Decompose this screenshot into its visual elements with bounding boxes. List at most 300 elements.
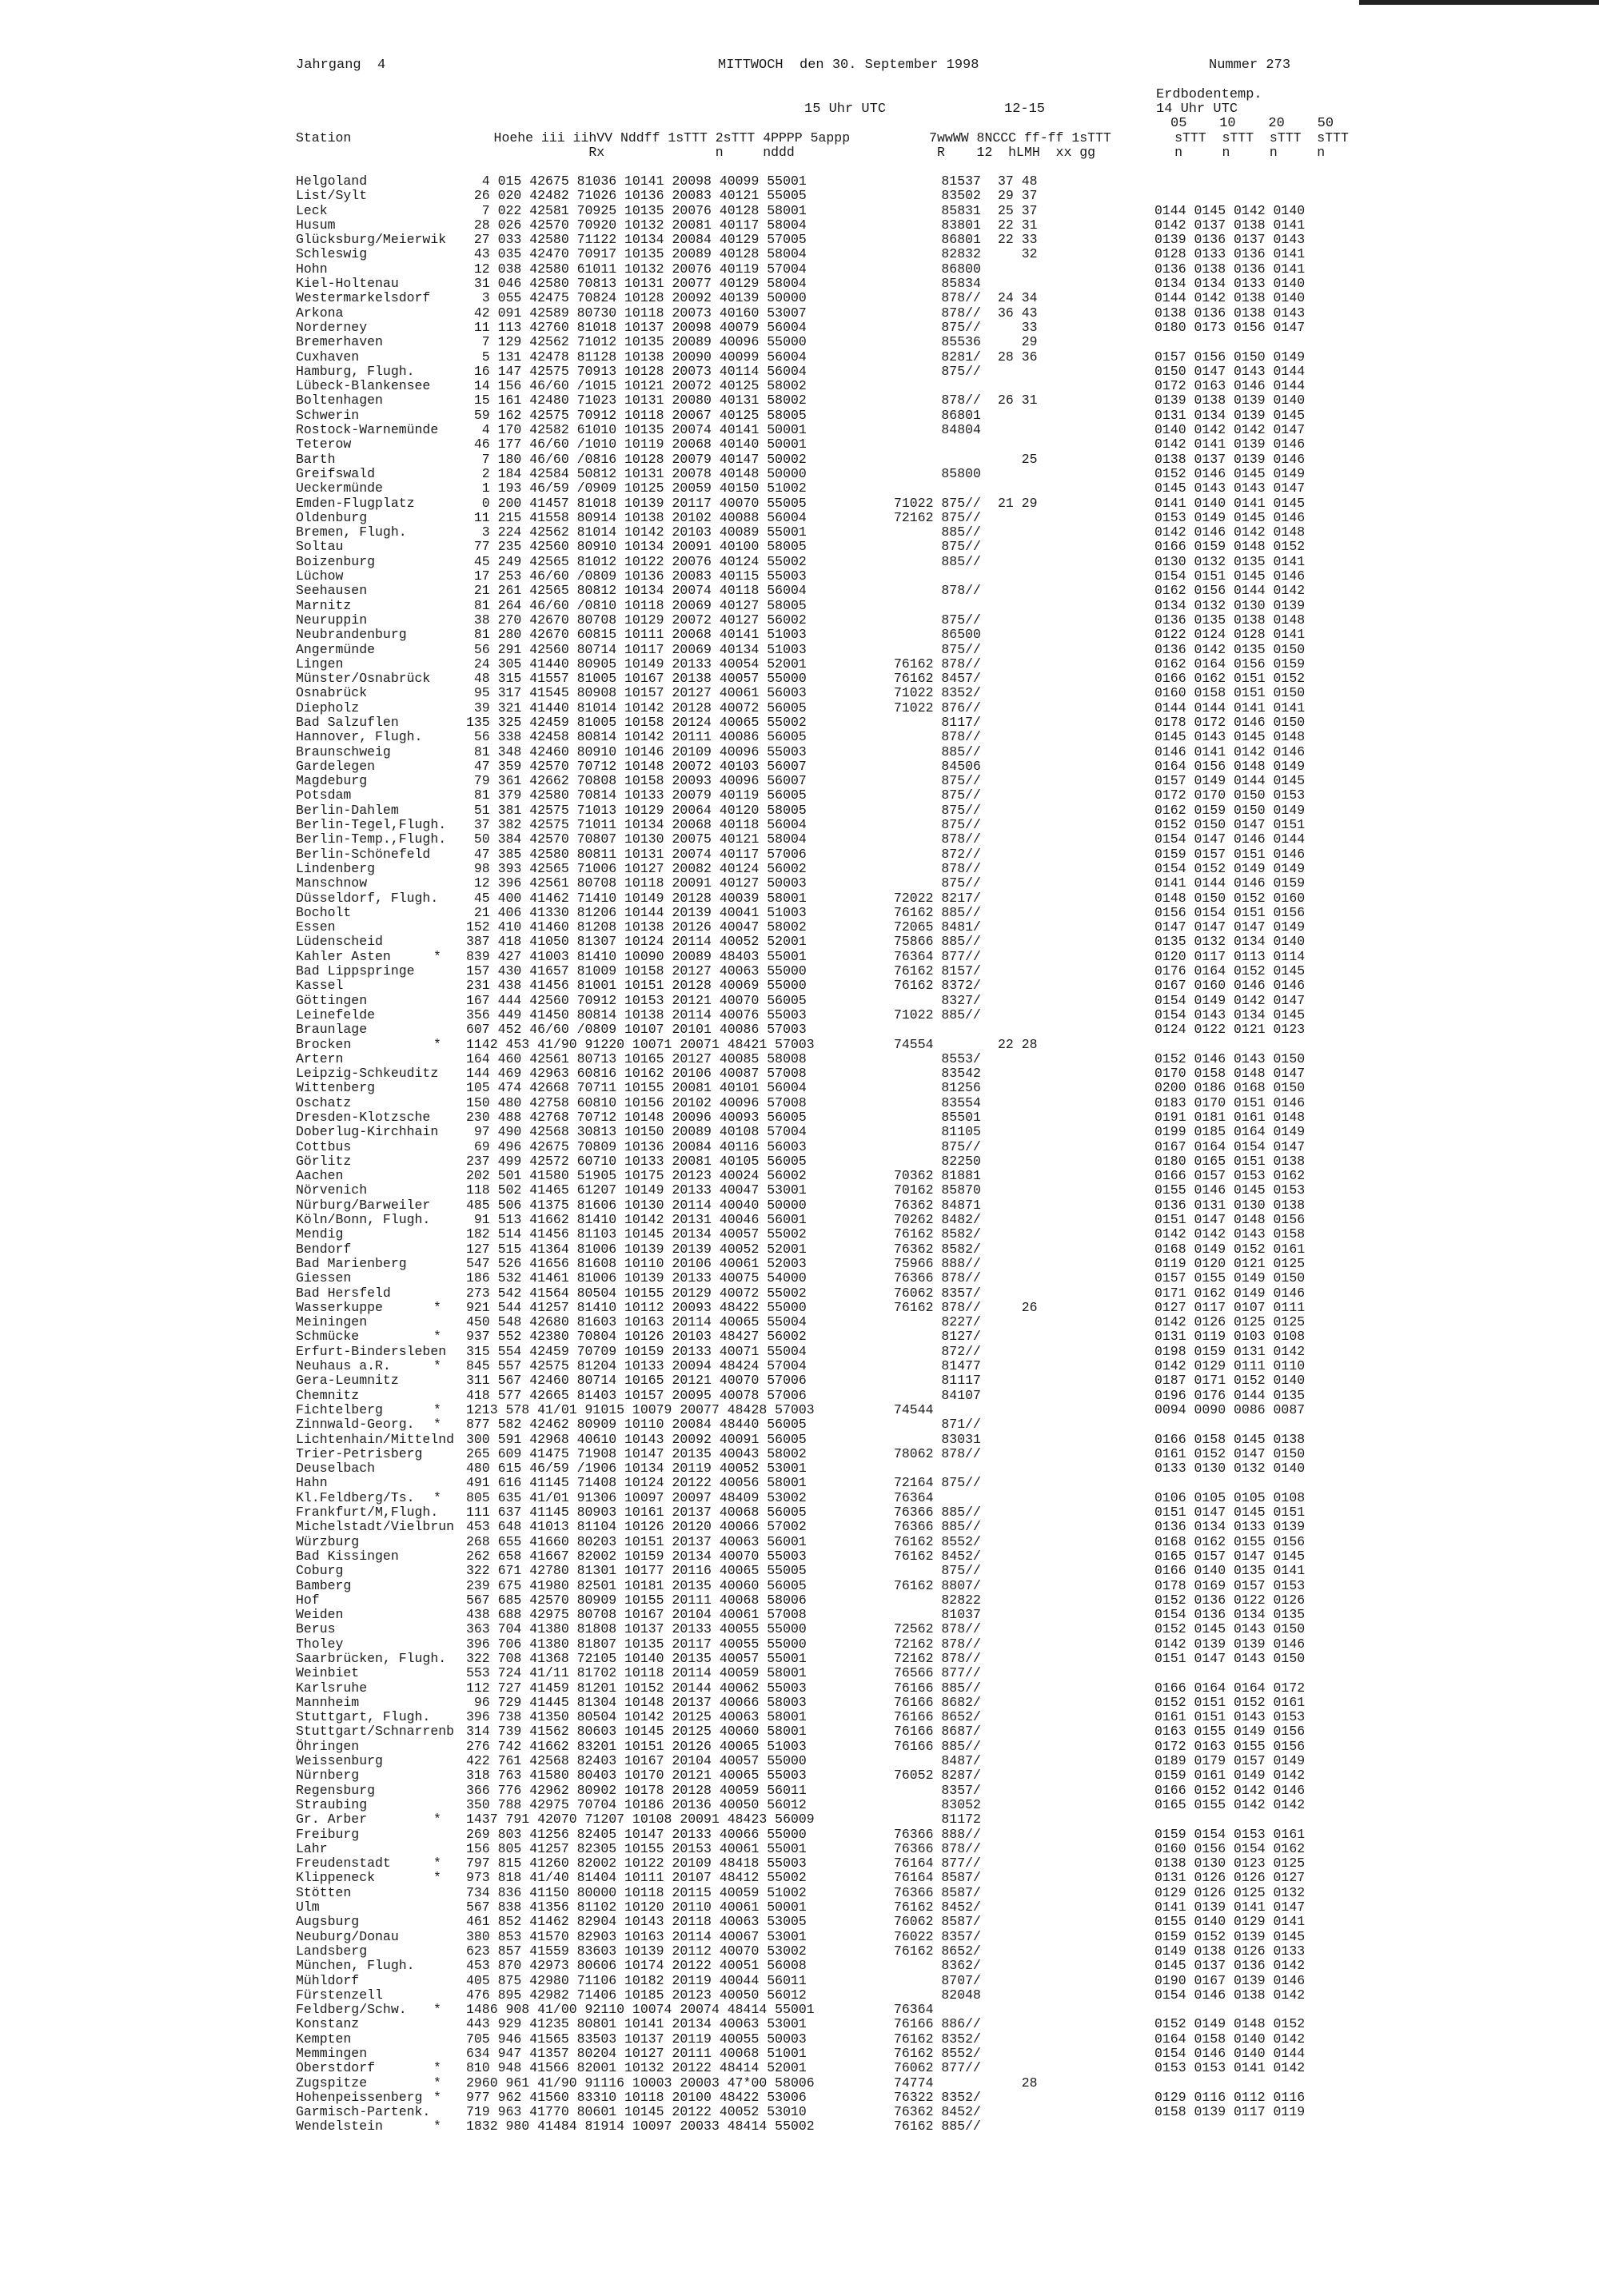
synop-groups: 76062 8357/: [894, 1285, 981, 1301]
station-name: Lindenberg: [296, 860, 376, 876]
soil-temperatures: 0142 0129 0111 0110: [1154, 1358, 1306, 1374]
station-name: Essen: [296, 919, 336, 935]
soil-temperatures: 0141 0139 0141 0147: [1154, 1899, 1306, 1915]
station-name: Bad Kissingen: [296, 1548, 399, 1564]
observation-groups: 45 400 41462 71410 10149 20128 40039 58001: [466, 890, 807, 906]
synop-groups: 76366 8587/: [894, 1884, 981, 1900]
soil-temperatures: 0128 0133 0136 0141: [1154, 246, 1306, 262]
station-name: Klippeneck: [296, 1870, 376, 1886]
station-name: Lahr: [296, 1840, 328, 1856]
synop-groups: 76162 8457/: [894, 671, 981, 687]
soil-temperatures: 0163 0155 0149 0156: [1154, 1724, 1306, 1740]
station-name: Regensburg: [296, 1782, 376, 1798]
soil-temperatures: 0119 0120 0121 0125: [1154, 1255, 1306, 1271]
soil-temperatures: 0152 0150 0147 0151: [1154, 817, 1306, 833]
synop-groups: 72164 875//: [894, 1475, 981, 1491]
station-name: Kahler Asten: [296, 948, 391, 964]
soil-temperatures: 0172 0163 0146 0144: [1154, 378, 1306, 394]
synop-groups: 76166 886//: [894, 2016, 981, 2032]
synop-groups: 878//: [894, 305, 981, 321]
soil-temperatures: 0178 0172 0146 0150: [1154, 714, 1306, 730]
observation-groups: 37 382 42575 71011 10134 20068 40118 56004: [466, 817, 807, 833]
station-name: Artern: [296, 1050, 344, 1066]
soil-temperatures: 0151 0147 0143 0150: [1154, 1650, 1306, 1666]
wind-gust-groups: 28: [998, 2075, 1038, 2091]
soil-temperatures: 0146 0141 0142 0146: [1154, 743, 1306, 759]
synop-groups: 885//: [894, 553, 981, 569]
station-name: Fürstenzell: [296, 1987, 383, 2003]
observation-groups: 51 381 42575 71013 10129 20064 40120 58005: [466, 802, 807, 818]
station-name: Berlin-Schönefeld: [296, 846, 431, 862]
observation-groups: 273 542 41564 80504 10155 20129 40072 55002: [466, 1285, 807, 1301]
station-name: Berus: [296, 1621, 336, 1637]
station-name: Rostock-Warnemünde: [296, 422, 439, 438]
soil-temperatures: 0165 0157 0147 0145: [1154, 1548, 1306, 1564]
synop-groups: 878//: [894, 290, 981, 306]
soil-temperatures: 0180 0165 0151 0138: [1154, 1153, 1306, 1169]
station-name: Zugspitze: [296, 2075, 368, 2091]
station-name: Lichtenhain/Mittelnd: [296, 1431, 455, 1447]
synop-groups: 81477: [894, 1358, 981, 1374]
soil-temperatures: 0198 0159 0131 0142: [1154, 1343, 1306, 1359]
observation-groups: 150 480 42758 60810 10156 20102 40096 57008: [466, 1094, 807, 1110]
soil-temperatures: 0136 0138 0136 0141: [1154, 261, 1306, 277]
synop-groups: 76364 877//: [894, 948, 981, 964]
station-name: Oschatz: [296, 1094, 352, 1110]
observation-groups: 135 325 42459 81005 10158 20124 40065 55002: [466, 714, 807, 730]
soil-temperatures: 0145 0143 0143 0147: [1154, 480, 1306, 496]
soil-temperatures: 0142 0139 0139 0146: [1154, 1636, 1306, 1652]
synop-groups: 878//: [894, 860, 981, 876]
column-header-line-1: Station Hoehe iii iihVV Nddff 1sTTT 2sTTT 4PPPP 5appp 7wwWW 8NCCC ff-ff 1sTTT sTTT sTTT sTTT sTTT: [296, 130, 1349, 145]
soil-temperatures: 0144 0142 0138 0140: [1154, 290, 1306, 306]
synop-groups: 875//: [894, 612, 981, 628]
station-name: Westermarkelsdorf: [296, 290, 431, 306]
soil-temperatures: 0154 0143 0134 0145: [1154, 1006, 1306, 1022]
observation-groups: 239 675 41980 82501 10181 20135 40060 56005: [466, 1577, 807, 1593]
synop-groups: 81537: [894, 173, 981, 189]
synop-groups: 72562 878//: [894, 1621, 981, 1637]
observation-groups: 24 305 41440 80905 10149 20133 40054 52001: [466, 656, 807, 672]
station-name: Lübeck-Blankensee: [296, 378, 431, 394]
observation-groups: 27 033 42580 71122 10134 20084 40129 57005: [466, 232, 807, 248]
station-name: Saarbrücken, Flugh.: [296, 1650, 447, 1666]
observation-groups: 797 815 41260 82002 10122 20109 48418 55003: [466, 1856, 807, 1871]
observation-groups: 21 261 42565 80812 10134 20074 40118 56004: [466, 583, 807, 599]
observation-groups: 156 805 41257 82305 10155 20153 40061 55001: [466, 1840, 807, 1856]
station-name: Stuttgart/Schnarrenb: [296, 1724, 455, 1740]
station-name: Mendig: [296, 1226, 344, 1242]
observation-groups: 262 658 41667 82002 10159 20134 40070 55003: [466, 1548, 807, 1564]
observation-groups: 318 763 41580 80403 10170 20121 40065 55003: [466, 1768, 807, 1784]
observation-groups: 387 418 41050 81307 10124 20114 40052 52001: [466, 934, 807, 950]
soil-temperatures: 0134 0132 0130 0139: [1154, 597, 1306, 613]
observation-groups: 461 852 41462 82904 10143 20118 40063 53005: [466, 1914, 807, 1930]
synop-groups: 8117/: [894, 714, 981, 730]
observation-groups: 3 224 42562 81014 10142 20103 40089 55001: [466, 524, 807, 540]
synop-groups: 8357/: [894, 1782, 981, 1798]
soil-temperatures: 0166 0140 0135 0141: [1154, 1563, 1306, 1579]
observation-groups: 396 706 41380 81807 10135 20117 40055 55000: [466, 1636, 807, 1652]
synop-groups: 871//: [894, 1417, 981, 1433]
station-name: Karlsruhe: [296, 1680, 368, 1696]
observation-groups: 12 038 42580 61011 10132 20076 40119 57004: [466, 261, 807, 277]
synop-groups: 8281/: [894, 349, 981, 365]
synop-groups: 83801: [894, 217, 981, 233]
synop-groups: 85800: [894, 465, 981, 481]
synop-groups: 76162 878//: [894, 1299, 981, 1315]
station-name: Teterow: [296, 436, 352, 452]
observation-groups: 311 567 42460 80714 10165 20121 40070 57006: [466, 1373, 807, 1389]
synop-groups: 76566 877//: [894, 1665, 981, 1681]
station-name: Lüdenscheid: [296, 934, 383, 950]
soil-temperatures: 0162 0164 0156 0159: [1154, 656, 1306, 672]
observation-groups: 453 870 42973 80606 10174 20122 40051 56008: [466, 1958, 807, 1974]
soil-temperatures: 0189 0179 0157 0149: [1154, 1753, 1306, 1769]
synop-groups: 76052 8287/: [894, 1768, 981, 1784]
station-name: Zinnwald-Georg.: [296, 1417, 415, 1433]
observation-groups: 16 147 42575 70913 10128 20073 40114 56004: [466, 363, 807, 379]
soil-temperatures: 0157 0149 0144 0145: [1154, 773, 1306, 789]
station-name: Wasserkuppe: [296, 1299, 383, 1315]
observation-groups: 405 875 42980 71106 10182 20119 40044 56011: [466, 1972, 807, 1988]
synop-groups: 878//: [894, 393, 981, 409]
observation-groups: 567 685 42570 80909 10155 20111 40068 58006: [466, 1592, 807, 1608]
mountain-marker: *: [433, 948, 441, 964]
soil-temperatures: 0136 0142 0135 0150: [1154, 641, 1306, 657]
observation-groups: 0 200 41457 81018 10139 20117 40070 55005: [466, 495, 807, 511]
mountain-marker: *: [433, 1870, 441, 1886]
observation-groups: 973 818 41/40 81404 10111 20107 48412 55002: [466, 1870, 807, 1886]
mountain-marker: *: [433, 1489, 441, 1505]
soil-temperatures: 0162 0156 0144 0142: [1154, 583, 1306, 599]
synop-groups: 76166 8687/: [894, 1724, 981, 1740]
station-name: Erfurt-Bindersleben: [296, 1343, 447, 1359]
soil-temperatures: 0144 0144 0141 0141: [1154, 700, 1306, 716]
soil-temperatures: 0151 0147 0148 0156: [1154, 1212, 1306, 1228]
observation-groups: 350 788 42975 70704 10186 20136 40050 56012: [466, 1796, 807, 1812]
mountain-marker: *: [433, 1812, 441, 1828]
synop-groups: 82822: [894, 1592, 981, 1608]
station-name: Deuselbach: [296, 1461, 376, 1477]
synop-groups: 76366 888//: [894, 1826, 981, 1842]
station-name: Ueckermünde: [296, 480, 383, 496]
observation-groups: 845 557 42575 81204 10133 20094 48424 57004: [466, 1358, 807, 1374]
soil-temperatures: 0141 0144 0146 0159: [1154, 875, 1306, 891]
observation-groups: 450 548 42680 81603 10163 20114 40065 55004: [466, 1314, 807, 1330]
synop-groups: 81256: [894, 1080, 981, 1096]
station-name: Stuttgart, Flugh.: [296, 1709, 431, 1725]
observation-groups: 112 727 41459 81201 10152 20144 40062 55003: [466, 1680, 807, 1696]
synop-groups: 82048: [894, 1987, 981, 2003]
station-name: Braunschweig: [296, 743, 391, 759]
observation-groups: 877 582 42462 80909 10110 20084 48440 56005: [466, 1417, 807, 1433]
soil-temperatures: 0142 0126 0125 0125: [1154, 1314, 1306, 1330]
wind-gust-groups: 28 36: [998, 349, 1038, 365]
soil-temperatures: 0154 0152 0149 0149: [1154, 860, 1306, 876]
soil-temperatures: 0164 0158 0140 0142: [1154, 2031, 1306, 2047]
station-name: Kassel: [296, 978, 344, 994]
soil-temperatures: 0172 0163 0155 0156: [1154, 1738, 1306, 1754]
soil-temperatures: 0152 0149 0148 0152: [1154, 2016, 1306, 2032]
observation-groups: 322 671 42780 81301 10177 20116 40065 55005: [466, 1563, 807, 1579]
synop-groups: 76366 885//: [894, 1519, 981, 1535]
soil-temperatures: 0131 0126 0126 0127: [1154, 1870, 1306, 1886]
time-15-utc: 15 Uhr UTC: [804, 102, 887, 117]
station-name: Aachen: [296, 1168, 344, 1184]
soil-temperatures: 0138 0136 0138 0143: [1154, 305, 1306, 321]
scan-edge-bar: [1359, 0, 1599, 5]
observation-groups: 810 948 41566 82001 10132 20122 48414 52001: [466, 2060, 807, 2076]
synop-groups: 872//: [894, 1343, 981, 1359]
mountain-marker: *: [433, 1401, 441, 1417]
soil-temperatures: 0168 0162 0155 0156: [1154, 1533, 1306, 1549]
synop-groups: 875//: [894, 875, 981, 891]
observation-groups: 491 616 41145 71408 10124 20122 40056 58001: [466, 1475, 807, 1491]
mountain-marker: *: [433, 1299, 441, 1315]
observation-groups: 2 184 42584 50812 10131 20078 40148 50000: [466, 465, 807, 481]
synop-groups: 875//: [894, 539, 981, 555]
wind-gust-groups: 26 31: [998, 393, 1038, 409]
station-name: Gr. Arber: [296, 1812, 368, 1828]
station-name: Freudenstadt: [296, 1856, 391, 1871]
synop-groups: 8553/: [894, 1050, 981, 1066]
observation-groups: 480 615 46/59 /1906 10134 20119 40052 53001: [466, 1461, 807, 1477]
mountain-marker: *: [433, 2089, 441, 2105]
station-name: Gardelegen: [296, 758, 376, 774]
observation-groups: 276 742 41662 83201 10151 20126 40065 51003: [466, 1738, 807, 1754]
observation-groups: 69 496 42675 70809 10136 20084 40116 56003: [466, 1138, 807, 1154]
wind-gust-groups: 26: [998, 1299, 1038, 1315]
observation-groups: 719 963 41770 80601 10145 20122 40052 53010: [466, 2104, 807, 2120]
station-name: Nürnberg: [296, 1768, 360, 1784]
synop-groups: 86500: [894, 627, 981, 643]
synop-groups: 72162 878//: [894, 1650, 981, 1666]
soil-temperatures: 0124 0122 0121 0123: [1154, 1022, 1306, 1038]
station-name: Glücksburg/Meierwik: [296, 232, 447, 248]
station-name: Weissenburg: [296, 1753, 383, 1769]
synop-groups: 8362/: [894, 1958, 981, 1974]
observation-groups: 356 449 41450 80814 10138 20114 40076 55003: [466, 1006, 807, 1022]
wind-gust-groups: 33: [998, 319, 1038, 335]
station-name: Bocholt: [296, 904, 352, 920]
station-name: Bremen, Flugh.: [296, 524, 407, 540]
wind-gust-groups: 25 37: [998, 202, 1038, 218]
soil-temperatures: 0161 0152 0147 0150: [1154, 1445, 1306, 1461]
observation-groups: 11 113 42760 81018 10137 20098 40079 56004: [466, 319, 807, 335]
synop-groups: 85536: [894, 334, 981, 350]
station-name: Nürburg/Barweiler: [296, 1197, 431, 1213]
synop-groups: 86800: [894, 261, 981, 277]
synop-groups: 76366 878//: [894, 1270, 981, 1286]
synop-groups: 8227/: [894, 1314, 981, 1330]
observation-groups: 39 321 41440 81014 10142 20128 40072 56005: [466, 700, 807, 716]
soil-temperatures: 0154 0146 0138 0142: [1154, 1987, 1306, 2003]
synop-groups: 878//: [894, 729, 981, 745]
station-name: Ulm: [296, 1899, 320, 1915]
station-name: Schwerin: [296, 407, 360, 423]
station-name: Hamburg, Flugh.: [296, 363, 415, 379]
station-name: Diepholz: [296, 700, 360, 716]
soil-temperatures: 0138 0130 0123 0125: [1154, 1856, 1306, 1871]
station-name: Hahn: [296, 1475, 328, 1491]
station-name: Meiningen: [296, 1314, 368, 1330]
soil-temperatures: 0127 0117 0107 0111: [1154, 1299, 1306, 1315]
synop-groups: 84107: [894, 1387, 981, 1403]
synop-groups: 872//: [894, 846, 981, 862]
wind-gust-groups: 21 29: [998, 495, 1038, 511]
synop-groups: 76366 878//: [894, 1840, 981, 1856]
observation-groups: 56 338 42458 80814 10142 20111 40086 56005: [466, 729, 807, 745]
station-name: Schmücke: [296, 1329, 360, 1345]
synop-groups: 76164 8587/: [894, 1870, 981, 1886]
observation-groups: 315 554 42459 70709 10159 20133 40071 55004: [466, 1343, 807, 1359]
synop-groups: 76062 877//: [894, 2060, 981, 2076]
soil-temperatures: 0159 0152 0139 0145: [1154, 1928, 1306, 1944]
soil-temperatures: 0131 0119 0103 0108: [1154, 1329, 1306, 1345]
synop-groups: 78062 878//: [894, 1445, 981, 1461]
synop-groups: 875//: [894, 1563, 981, 1579]
observation-groups: 567 838 41356 81102 10120 20110 40061 50001: [466, 1899, 807, 1915]
observation-groups: 97 490 42568 30813 10150 20089 40108 57004: [466, 1124, 807, 1140]
synop-groups: 76362 84871: [894, 1197, 981, 1213]
observation-groups: 3 055 42475 70824 10128 20092 40139 50000: [466, 290, 807, 306]
station-name: Augsburg: [296, 1914, 360, 1930]
synop-groups: 76362 8582/: [894, 1241, 981, 1257]
synop-groups: 71022 8352/: [894, 685, 981, 701]
observation-groups: 118 502 41465 61207 10149 20133 40047 53001: [466, 1182, 807, 1198]
synop-groups: 875//: [894, 817, 981, 833]
station-name: Bremerhaven: [296, 334, 383, 350]
observation-groups: 56 291 42560 80714 10117 20069 40134 51003: [466, 641, 807, 657]
synop-groups: 82250: [894, 1153, 981, 1169]
observation-groups: 96 729 41445 81304 10148 20137 40066 58003: [466, 1694, 807, 1710]
observation-groups: 28 026 42570 70920 10132 20081 40117 58004: [466, 217, 807, 233]
observation-groups: 443 929 41235 80801 10141 20134 40063 53001: [466, 2016, 807, 2032]
station-name: Düsseldorf, Flugh.: [296, 890, 439, 906]
observation-groups: 50 384 42570 70807 10130 20075 40121 58004: [466, 831, 807, 847]
soil-temperatures: 0166 0157 0153 0162: [1154, 1168, 1306, 1184]
soil-temperatures: 0167 0164 0154 0147: [1154, 1138, 1306, 1154]
observation-groups: 17 253 46/60 /0809 10136 20083 40115 55003: [466, 568, 807, 584]
synop-groups: 76366 885//: [894, 1505, 981, 1521]
synop-groups: 875//: [894, 363, 981, 379]
station-name: Kl.Feldberg/Ts.: [296, 1489, 415, 1505]
wind-gust-groups: 22 33: [998, 232, 1038, 248]
synop-groups: 875//: [894, 641, 981, 657]
station-name: Leck: [296, 202, 328, 218]
station-name: Trier-Petrisberg: [296, 1445, 423, 1461]
soil-depths: 05 10 20 50: [1170, 116, 1334, 131]
station-name: Osnabrück: [296, 685, 368, 701]
observation-groups: 4 170 42582 61010 10135 20074 40141 50001: [466, 422, 807, 438]
station-name: Potsdam: [296, 787, 352, 803]
synop-groups: 83542: [894, 1066, 981, 1082]
station-name: Hof: [296, 1592, 320, 1608]
observation-groups: 4 015 42675 81036 10141 20098 40099 55001: [466, 173, 807, 189]
synop-groups: 82832: [894, 246, 981, 262]
synop-groups: 76162 885//: [894, 2119, 981, 2135]
soil-temperatures: 0152 0146 0145 0149: [1154, 465, 1306, 481]
observation-groups: 164 460 42561 80713 10165 20127 40085 58008: [466, 1050, 807, 1066]
station-name: Fichtelberg: [296, 1401, 383, 1417]
soil-temperatures: 0130 0132 0135 0141: [1154, 553, 1306, 569]
station-name: Hannover, Flugh.: [296, 729, 423, 745]
station-name: Giessen: [296, 1270, 352, 1286]
synop-groups: 76364: [894, 2002, 934, 2018]
station-name: Freiburg: [296, 1826, 360, 1842]
soil-temperatures: 0176 0164 0152 0145: [1154, 963, 1306, 979]
soil-temperatures: 0142 0142 0143 0158: [1154, 1226, 1306, 1242]
mountain-marker: *: [433, 1329, 441, 1345]
station-name: List/Sylt: [296, 188, 368, 204]
synop-groups: 84804: [894, 422, 981, 438]
synop-groups: 8327/: [894, 992, 981, 1008]
observation-groups: 418 577 42665 81403 10157 20095 40078 57006: [466, 1387, 807, 1403]
station-name: Bendorf: [296, 1241, 352, 1257]
soil-temperatures: 0154 0146 0140 0144: [1154, 2046, 1306, 2061]
station-name: Leinefelde: [296, 1006, 376, 1022]
observation-groups: 26 020 42482 71026 10136 20083 40121 55005: [466, 188, 807, 204]
soil-temperatures: 0155 0146 0145 0153: [1154, 1182, 1306, 1198]
date-line: MITTWOCH den 30. September 1998: [718, 58, 979, 73]
soil-temperatures: 0199 0185 0164 0149: [1154, 1124, 1306, 1140]
soil-temperatures: 0170 0158 0148 0147: [1154, 1066, 1306, 1082]
synop-groups: 76162 8372/: [894, 978, 981, 994]
soil-temperatures: 0167 0160 0146 0146: [1154, 978, 1306, 994]
synop-groups: 76162 8582/: [894, 1226, 981, 1242]
soil-temperatures: 0140 0142 0142 0147: [1154, 422, 1306, 438]
station-name: Husum: [296, 217, 336, 233]
observation-groups: 15 161 42480 71023 10131 20080 40131 58002: [466, 393, 807, 409]
station-name: Oberstdorf: [296, 2060, 376, 2076]
soil-temperatures: 0161 0151 0143 0153: [1154, 1709, 1306, 1725]
station-name: Berlin-Temp.,Flugh.: [296, 831, 447, 847]
mountain-marker: *: [433, 2060, 441, 2076]
station-name: Hohenpeissenberg: [296, 2089, 423, 2105]
soil-temperatures: 0166 0164 0164 0172: [1154, 1680, 1306, 1696]
synop-groups: 74554: [894, 1036, 934, 1052]
synop-groups: 86801: [894, 232, 981, 248]
observation-groups: 1 193 46/59 /0909 10125 20059 40150 51002: [466, 480, 807, 496]
synop-groups: 85834: [894, 276, 981, 292]
synop-groups: 72022 8217/: [894, 890, 981, 906]
station-name: Soltau: [296, 539, 344, 555]
observation-groups: 47 385 42580 80811 10131 20074 40117 57006: [466, 846, 807, 862]
observation-groups: 230 488 42768 70712 10148 20096 40093 56005: [466, 1110, 807, 1125]
observation-groups: 79 361 42662 70808 10158 20093 40096 56007: [466, 773, 807, 789]
observation-groups: 363 704 41380 81808 10137 20133 40055 55000: [466, 1621, 807, 1637]
synop-groups: 81172: [894, 1812, 981, 1828]
observation-groups: 7 022 42581 70925 10135 20076 40128 58001: [466, 202, 807, 218]
station-name: Neuruppin: [296, 612, 368, 628]
synop-groups: 74544: [894, 1401, 934, 1417]
station-name: Weinbiet: [296, 1665, 360, 1681]
station-name: Seehausen: [296, 583, 368, 599]
synop-groups: 84506: [894, 758, 981, 774]
soil-temperatures: 0138 0137 0139 0146: [1154, 451, 1306, 467]
station-name: Straubing: [296, 1796, 368, 1812]
station-name: Münster/Osnabrück: [296, 671, 431, 687]
soil-temperatures: 0122 0124 0128 0141: [1154, 627, 1306, 643]
soil-temperatures: 0106 0105 0105 0108: [1154, 1489, 1306, 1505]
station-name: Bad Salzuflen: [296, 714, 399, 730]
synop-groups: 70362 81881: [894, 1168, 981, 1184]
synop-groups: 76166 8682/: [894, 1694, 981, 1710]
soil-temperatures: 0152 0136 0122 0126: [1154, 1592, 1306, 1608]
synop-groups: 71022 875//: [894, 495, 981, 511]
observation-groups: 322 708 41368 72105 10140 20135 40057 55001: [466, 1650, 807, 1666]
